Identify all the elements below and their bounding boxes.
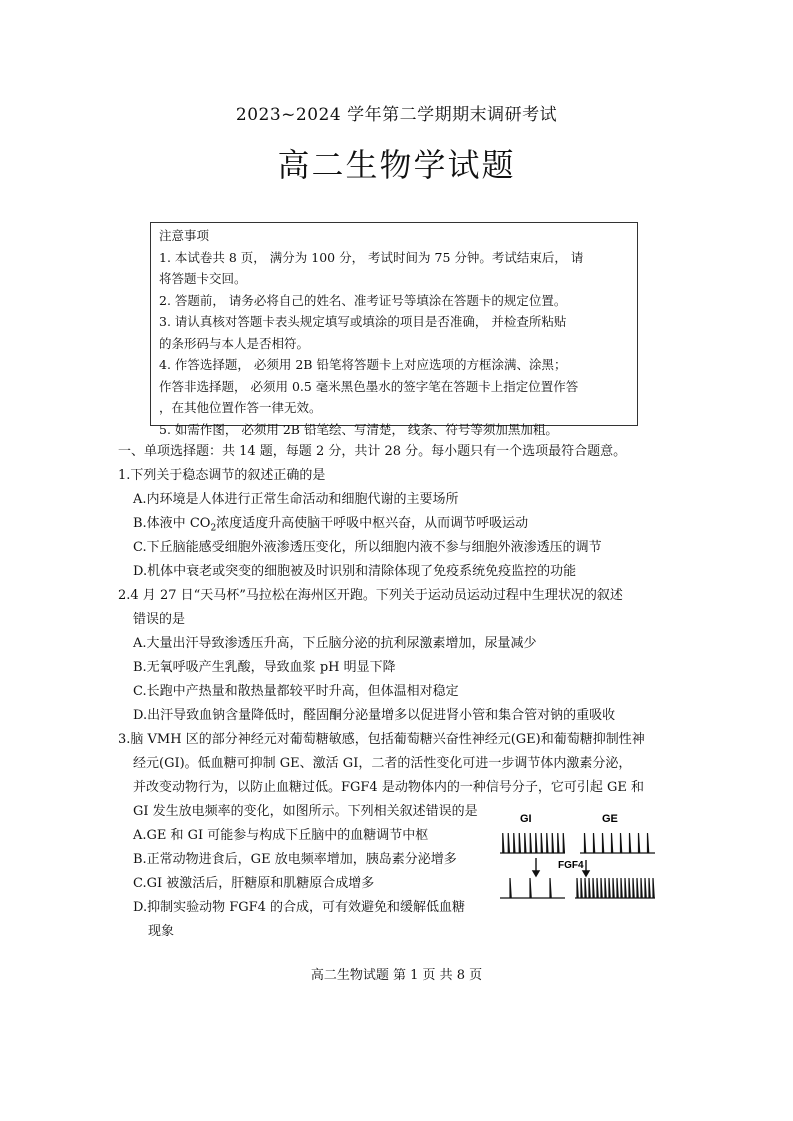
- section-heading: 一、单项选择题：共 14 题，每题 2 分，共计 28 分。每小题只有一个选项最符合题意。: [118, 444, 627, 459]
- gi-fgf4-trace: [500, 878, 565, 898]
- notice-line: 5. 如需作图， 必须用 2B 铅笔绘、写清楚， 线条、符号等须加黑加粗。: [159, 421, 558, 437]
- question-2-stem-cont: 错误的是: [133, 612, 186, 627]
- question-3-stem-cont: GI 发生放电频率的变化，如图所示。下列相关叙述错误的是: [133, 804, 478, 819]
- question-1-stem: 1.下列关于稳态调节的叙述正确的是: [118, 468, 326, 483]
- notice-line: 1. 本试卷共 8 页， 满分为 100 分， 考试时间为 75 分钟。考试结束后， 请: [159, 249, 584, 265]
- question-1-option-d: D.机体中衰老或突变的细胞被及时识别和清除体现了免疫系统免疫监控的功能: [133, 564, 577, 579]
- option-b-text: 浓度适度升高使脑干呼吸中枢兴奋，从而调节呼吸运动: [216, 516, 529, 531]
- arrow-down-icon: [583, 871, 589, 876]
- notice-line: 2. 答题前， 请务必将自己的姓名、准考证号等填涂在答题卡的规定位置。: [159, 292, 567, 308]
- question-2-option-b: B.无氧呼吸产生乳酸，导致血浆 pH 明显下降: [133, 660, 396, 675]
- question-2-option-a: A.大量出汗导致渗透压升高，下丘脑分泌的抗利尿激素增加，尿量减少: [133, 636, 537, 651]
- question-3-stem-cont: 并改变动物行为，以防止血糖过低。FGF4 是动物体内的一种信号分子，它可引起 GE 和: [133, 780, 644, 795]
- arrow-down-icon: [533, 871, 539, 876]
- notice-line: 3. 请认真核对答题卡表头规定填写或填涂的项目是否准确， 并检查所粘贴: [159, 314, 567, 329]
- question-3-option-d-cont: 现象: [148, 924, 175, 939]
- co2-subscript: 2: [210, 523, 217, 534]
- option-b-text: B.体液中 CO: [133, 516, 211, 531]
- notice-line: 4. 作答选择题， 必须用 2B 铅笔将答题卡上对应选项的方框涂满、涂黑；: [159, 357, 567, 372]
- notice-line: ，在其他位置作答一律无效。: [159, 400, 322, 415]
- exam-title: 2023~2024 学年第二学期期末调研考试: [235, 105, 558, 125]
- notice-line: 的条形码与本人是否相符。: [159, 335, 310, 351]
- question-2-option-d: D.出汗导致血钠含量降低时，醛固酮分泌量增多以促进肾小管和集合管对钠的重吸收: [133, 708, 616, 723]
- question-2-option-c: C.长跑中产热量和散热量都较平时升高，但体温相对稳定: [133, 684, 459, 699]
- ge-baseline-trace: [580, 833, 655, 853]
- notice-heading: 注意事项: [159, 228, 210, 243]
- question-1-option-a: A.内环境是人体进行正常生命活动和细胞代谢的主要场所: [133, 492, 459, 507]
- neuron-firing-figure: [490, 808, 665, 908]
- gi-baseline-trace: [500, 833, 565, 853]
- question-3-stem: 3.脑 VMH 区的部分神经元对葡萄糖敏感，包括葡萄糖兴奋性神经元(GE)和葡萄糖抑制性神: [118, 732, 645, 747]
- notice-line: 作答非选择题， 必须用 0.5 毫米黑色墨水的签字笔在答题卡上指定位置作答: [159, 378, 579, 394]
- figure-label-fgf4: FGF4: [558, 860, 584, 871]
- question-3-stem-cont: 经元(GI)。低血糖可抑制 GE、激活 GI，二者的活性变化可进一步调节体内激素分泌，: [133, 756, 632, 771]
- question-1-option-c: C.下丘脑能感受细胞外液渗透压变化，所以细胞内液不参与细胞外液渗透压的调节: [133, 540, 602, 555]
- notice-box: [150, 222, 638, 437]
- question-3-option-a: A.GE 和 GI 可能参与构成下丘脑中的血糖调节中枢: [133, 828, 429, 843]
- notice-line: 将答题卡交回。: [159, 271, 247, 286]
- figure-label-ge: GE: [602, 813, 618, 825]
- figure-label-gi: GI: [520, 813, 532, 825]
- page-footer: 高二生物试题 第 1 页 共 8 页: [310, 968, 483, 983]
- ge-fgf4-trace: [575, 878, 655, 898]
- question-2-stem: 2.4 月 27 日“天马杯”马拉松在海州区开跑。下列关于运动员运动过程中生理状况的叙述: [118, 588, 623, 603]
- question-3-option-d: D.抑制实验动物 FGF4 的合成，可有效避免和缓解低血糖: [133, 900, 466, 915]
- main-title: 高二生物学试题: [277, 146, 516, 184]
- question-3-option-b: B.正常动物进食后，GE 放电频率增加，胰岛素分泌增多: [133, 852, 457, 867]
- question-1-option-b: [133, 512, 528, 534]
- question-3-option-c: C.GI 被激活后，肝糖原和肌糖原合成增多: [133, 876, 375, 891]
